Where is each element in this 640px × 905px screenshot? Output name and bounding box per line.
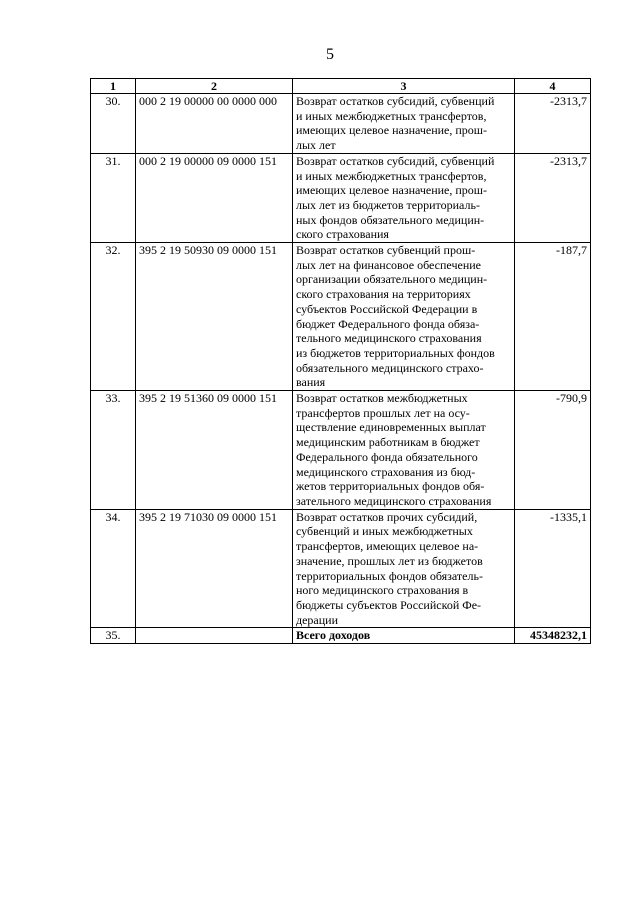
header-col-1: 1 bbox=[91, 79, 136, 94]
row-value: -2313,7 bbox=[515, 94, 591, 154]
row-number: 34. bbox=[91, 509, 136, 628]
row-description: Возврат остатков прочих субсидий, субвенций и иных межбюджетных трансфертов, имеющих целевое на- значение, прошлых лет из бюджетов территориальных фондов обязатель- ного медицинского страхования в бюджеты субъектов Российской Фе- дерации bbox=[293, 509, 515, 628]
budget-code bbox=[136, 628, 293, 644]
row-number: 33. bbox=[91, 391, 136, 510]
row-description: Возврат остатков субвенций прош- лых лет на финансовое обеспечение организации обязательного медицин- ского страхования на территориях субъектов Российской Федерации в бюджет Федерального фонда обяза- тельного медицинского страхования из бюджетов территориальных фондов обязательного медицинского страхо- вания bbox=[293, 243, 515, 391]
table-row bbox=[91, 391, 591, 510]
budget-code: 395 2 19 71030 09 0000 151 bbox=[136, 509, 293, 628]
row-number: 30. bbox=[91, 94, 136, 154]
row-description: Возврат остатков межбюджетных трансфертов прошлых лет на осу- ществление единовременных выплат медицинским работникам в бюджет Федерального фонда обязательного медицинского страхования из бюд- жетов территориальных фондов обя- зательного медицинского страхования bbox=[293, 391, 515, 510]
row-number: 35. bbox=[91, 628, 136, 644]
budget-code: 395 2 19 51360 09 0000 151 bbox=[136, 391, 293, 510]
row-value: -2313,7 bbox=[515, 153, 591, 242]
table-row bbox=[91, 94, 591, 154]
row-value: -1335,1 bbox=[515, 509, 591, 628]
revenue-table bbox=[90, 78, 591, 644]
budget-code: 000 2 19 00000 09 0000 151 bbox=[136, 153, 293, 242]
total-label: Всего доходов bbox=[293, 628, 515, 644]
row-description: Возврат остатков субсидий, субвенций и иных межбюджетных трансфертов, имеющих целевое назначение, прош- лых лет из бюджетов территориаль- ных фондов обязательного медицин- ского страхования bbox=[293, 153, 515, 242]
total-row bbox=[91, 628, 591, 644]
row-number: 31. bbox=[91, 153, 136, 242]
row-number: 32. bbox=[91, 243, 136, 391]
header-col-4: 4 bbox=[515, 79, 591, 94]
row-value: -187,7 bbox=[515, 243, 591, 391]
budget-code: 395 2 19 50930 09 0000 151 bbox=[136, 243, 293, 391]
row-description: Возврат остатков субсидий, субвенций и иных межбюджетных трансфертов, имеющих целевое назначение, прош- лых лет bbox=[293, 94, 515, 154]
table-row bbox=[91, 243, 591, 391]
table-row bbox=[91, 153, 591, 242]
total-value: 45348232,1 bbox=[515, 628, 591, 644]
table-header-row bbox=[91, 79, 591, 94]
page-number: 5 bbox=[326, 46, 334, 63]
budget-code: 000 2 19 00000 00 0000 000 bbox=[136, 94, 293, 154]
table-row bbox=[91, 509, 591, 628]
header-col-3: 3 bbox=[293, 79, 515, 94]
header-col-2: 2 bbox=[136, 79, 293, 94]
row-value: -790,9 bbox=[515, 391, 591, 510]
